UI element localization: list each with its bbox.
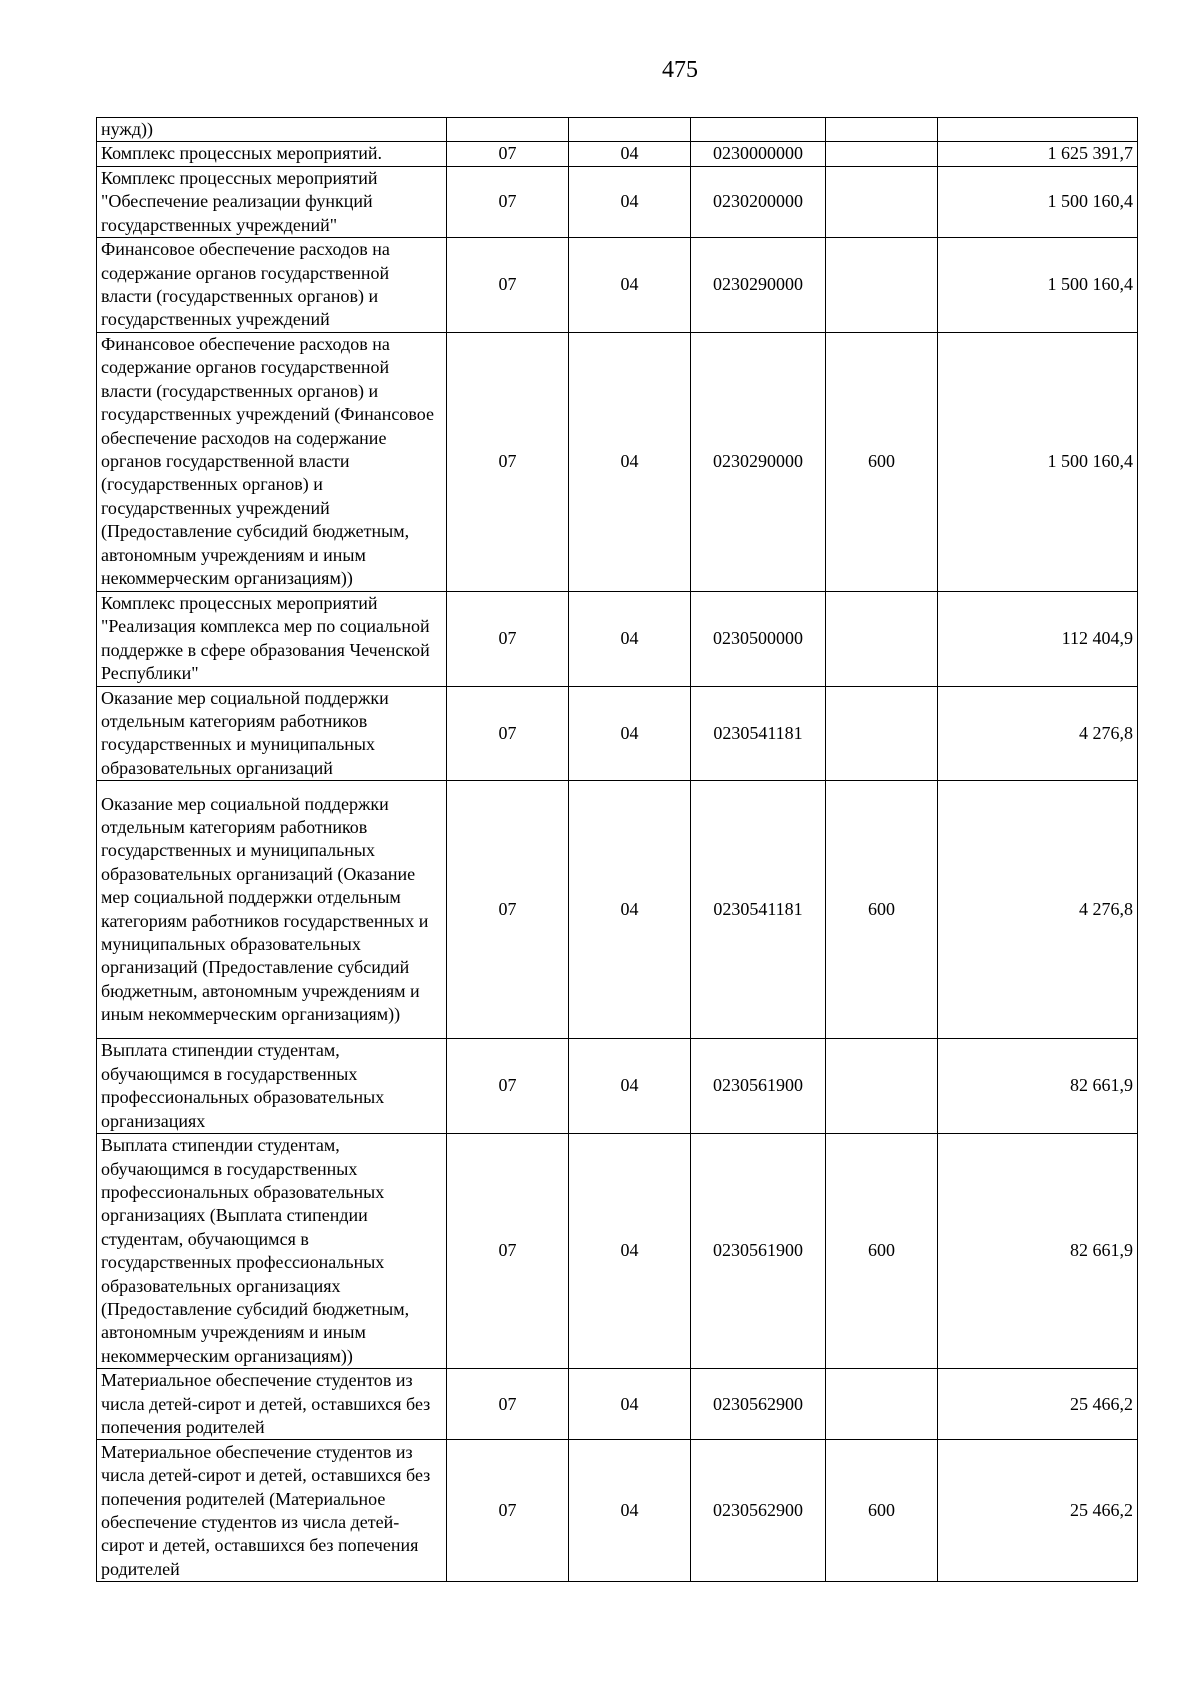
row-expense-type (826, 1039, 938, 1134)
row-subsection: 04 (569, 166, 691, 237)
row-target-code: 0230541181 (691, 781, 826, 1039)
row-name: Выплата стипендии студентам, обучающимся в государственных профессиональных образовательных организациях (Выплата стипендии студентам, обучающимся в государственных профессиональных образовательных организациях (Предоставление субсидий бюджетным, автономным учреждениям и иным некоммерческим организациям)) (97, 1134, 447, 1369)
row-section: 07 (447, 591, 569, 686)
row-subsection: 04 (569, 1039, 691, 1134)
row-subsection: 04 (569, 686, 691, 781)
row-expense-type: 600 (826, 333, 938, 591)
row-subsection: 04 (569, 238, 691, 333)
row-target-code: 0230562900 (691, 1440, 826, 1582)
row-amount: 1 500 160,4 (938, 238, 1138, 333)
table-row (97, 1039, 1138, 1134)
row-expense-type (826, 686, 938, 781)
row-expense-type (826, 166, 938, 237)
row-subsection: 04 (569, 781, 691, 1039)
row-target-code: 0230541181 (691, 686, 826, 781)
row-subsection: 04 (569, 1440, 691, 1582)
row-name: Комплекс процессных мероприятий "Обеспечение реализации функций государственных учреждений" (97, 166, 447, 237)
row-target-code: 0230500000 (691, 591, 826, 686)
row-name: Финансовое обеспечение расходов на содержание органов государственной власти (государственных органов) и государственных учреждений (Финансовое обеспечение расходов на содержание органов государственной власти (государственных органов) и государственных учреждений (Предоставление субсидий бюджетным, автономным учреждениям и иным некоммерческим организациям)) (97, 333, 447, 591)
row-section (447, 118, 569, 142)
table-row (97, 781, 1138, 1039)
budget-table-body (97, 118, 1138, 1582)
row-target-code: 0230561900 (691, 1134, 826, 1369)
row-section: 07 (447, 238, 569, 333)
row-target-code: 0230200000 (691, 166, 826, 237)
row-amount: 25 466,2 (938, 1369, 1138, 1440)
row-name: Материальное обеспечение студентов из числа детей-сирот и детей, оставшихся без попечения родителей (97, 1369, 447, 1440)
row-section: 07 (447, 166, 569, 237)
row-subsection: 04 (569, 142, 691, 166)
table-row (97, 1369, 1138, 1440)
row-amount: 1 500 160,4 (938, 166, 1138, 237)
table-row (97, 591, 1138, 686)
row-expense-type: 600 (826, 781, 938, 1039)
row-section: 07 (447, 1440, 569, 1582)
row-section: 07 (447, 142, 569, 166)
table-row (97, 333, 1138, 591)
row-name: Оказание мер социальной поддержки отдельным категориям работников государственных и муниципальных образовательных организаций (Оказание мер социальной поддержки отдельным категориям работников государственных и муниципальных образовательных организаций (Предоставление субсидий бюджетным, автономным учреждениям и иным некоммерческим организациям)) (97, 781, 447, 1039)
row-section: 07 (447, 333, 569, 591)
table-row (97, 1134, 1138, 1369)
row-target-code: 0230000000 (691, 142, 826, 166)
row-section: 07 (447, 1134, 569, 1369)
row-expense-type: 600 (826, 1440, 938, 1582)
row-amount: 82 661,9 (938, 1134, 1138, 1369)
row-amount: 4 276,8 (938, 781, 1138, 1039)
page-number (0, 56, 1200, 84)
table-row (97, 142, 1138, 166)
row-name: Оказание мер социальной поддержки отдельным категориям работников государственных и муниципальных образовательных организаций (97, 686, 447, 781)
row-expense-type (826, 238, 938, 333)
row-subsection: 04 (569, 591, 691, 686)
table-row (97, 686, 1138, 781)
row-target-code: 0230562900 (691, 1369, 826, 1440)
row-amount: 25 466,2 (938, 1440, 1138, 1582)
budget-table (96, 117, 1138, 1582)
row-amount: 82 661,9 (938, 1039, 1138, 1134)
table-row (97, 166, 1138, 237)
row-expense-type (826, 142, 938, 166)
row-target-code: 0230290000 (691, 333, 826, 591)
row-amount: 1 500 160,4 (938, 333, 1138, 591)
table-row (97, 238, 1138, 333)
row-section: 07 (447, 781, 569, 1039)
row-amount: 112 404,9 (938, 591, 1138, 686)
row-subsection: 04 (569, 1134, 691, 1369)
row-name: Материальное обеспечение студентов из числа детей-сирот и детей, оставшихся без попечения родителей (Материальное обеспечение студентов из числа детей-сирот и детей, оставшихся без попечения родителей (97, 1440, 447, 1582)
row-name: Комплекс процессных мероприятий "Реализация комплекса мер по социальной поддержке в сфере образования Чеченской Республики" (97, 591, 447, 686)
row-subsection (569, 118, 691, 142)
row-name: нужд)) (97, 118, 447, 142)
row-target-code: 0230561900 (691, 1039, 826, 1134)
row-subsection: 04 (569, 1369, 691, 1440)
row-name: Комплекс процессных мероприятий. (97, 142, 447, 166)
row-amount: 4 276,8 (938, 686, 1138, 781)
table-row (97, 1440, 1138, 1582)
row-expense-type: 600 (826, 1134, 938, 1369)
row-expense-type (826, 591, 938, 686)
row-amount (938, 118, 1138, 142)
row-section: 07 (447, 686, 569, 781)
row-expense-type (826, 1369, 938, 1440)
table-row (97, 118, 1138, 142)
row-target-code: 0230290000 (691, 238, 826, 333)
row-target-code (691, 118, 826, 142)
row-expense-type (826, 118, 938, 142)
row-subsection: 04 (569, 333, 691, 591)
row-name: Выплата стипендии студентам, обучающимся в государственных профессиональных образовательных организациях (97, 1039, 447, 1134)
row-section: 07 (447, 1039, 569, 1134)
row-name: Финансовое обеспечение расходов на содержание органов государственной власти (государственных органов) и государственных учреждений (97, 238, 447, 333)
row-amount: 1 625 391,7 (938, 142, 1138, 166)
page-number-text: 475 (662, 57, 698, 83)
row-section: 07 (447, 1369, 569, 1440)
